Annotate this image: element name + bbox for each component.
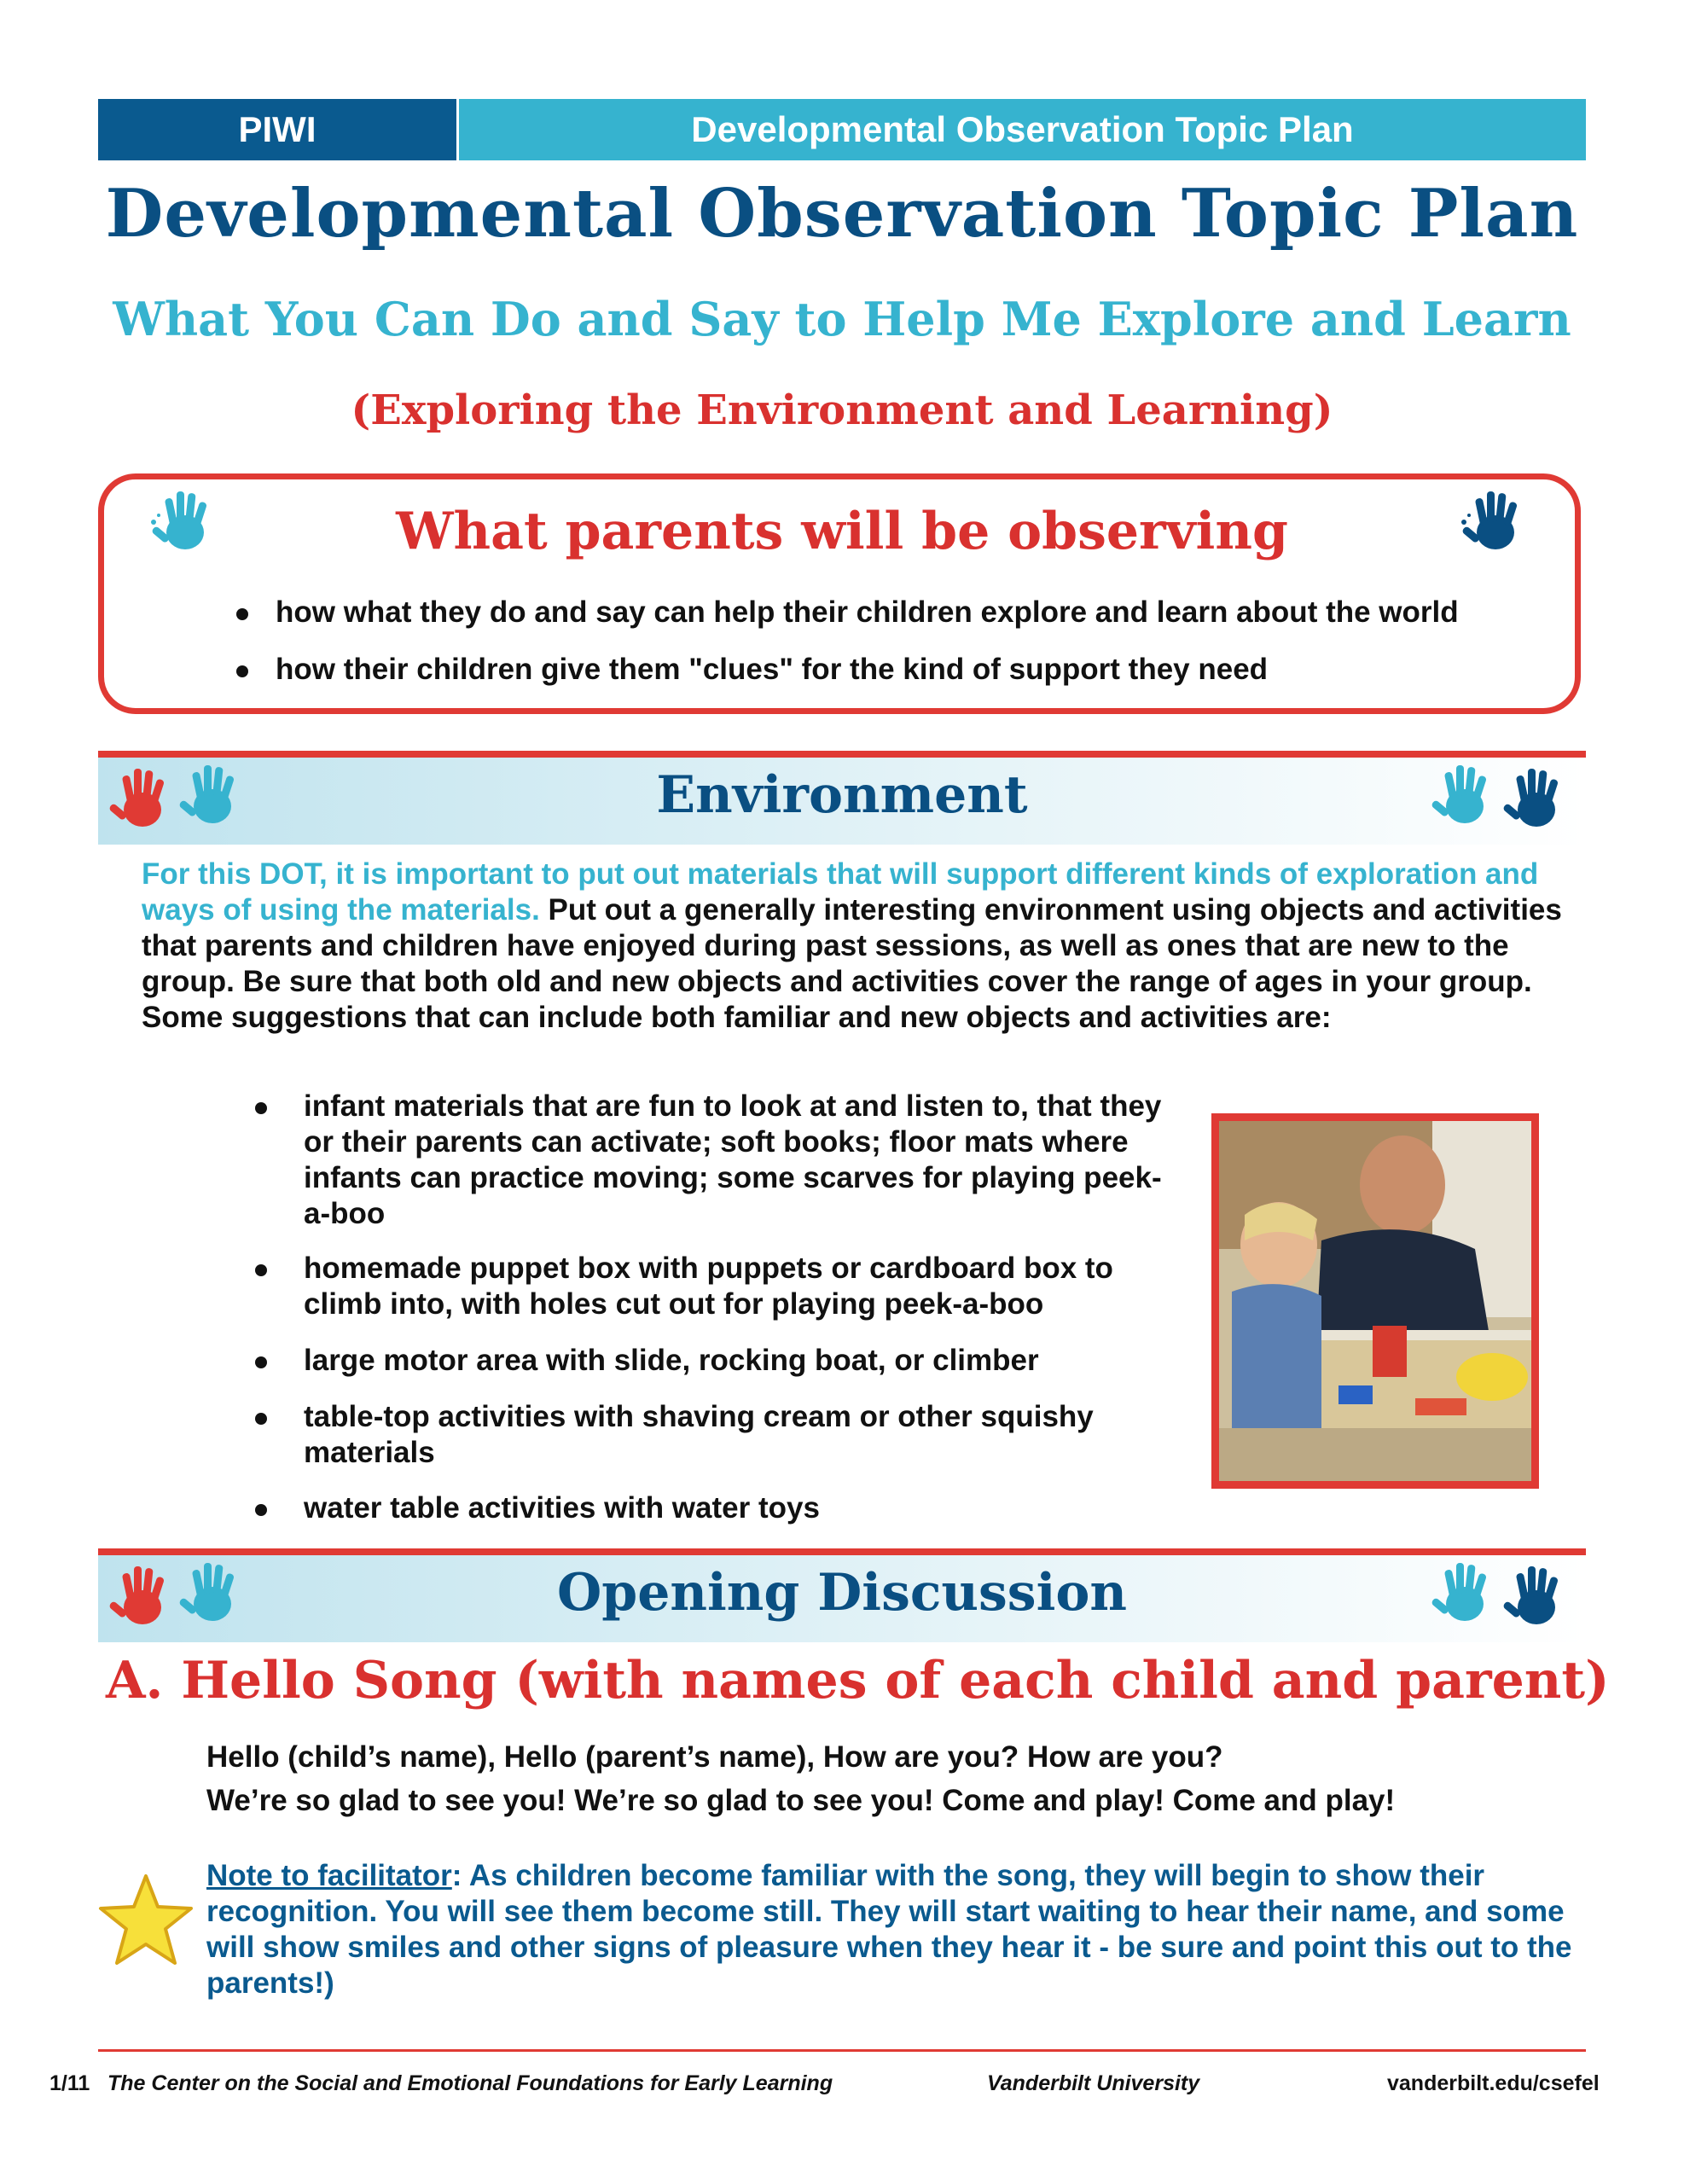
environment-item: water table activities with water toys [304, 1491, 820, 1525]
bullet [255, 1504, 267, 1516]
footer-university: Vanderbilt University [987, 2071, 1200, 2095]
page-subtitle: What You Can Do and Say to Help Me Explore and Learn [113, 292, 1571, 346]
bullet [255, 1413, 267, 1425]
facilitator-note [206, 1858, 1588, 2001]
note-text: : As children become familiar with the song, they will begin to show their recognition. You will see them become still. They will start waiting to hear their name, and some will show smiles and other signs of pleasure when they hear it - be sure and point this out to the parents!) [206, 1859, 1572, 2000]
environment-item: large motor area with slide, rocking boat, or climber [304, 1344, 1039, 1377]
observing-item: how what they do and say can help their children explore and learn about the world [276, 595, 1459, 629]
page-number: 1/11 [49, 2071, 90, 2095]
song-title: A. Hello Song (with names of each child and parent) [106, 1651, 1610, 1711]
bullet [236, 608, 248, 620]
environment-intro-rest: Put out a generally interesting environment using objects and activities that parents and children have enjoyed during past sessions, as well as ones that are new to the group. Be sure that both old and new objects and activities cover the range of ages in your group. Some suggestions that can include both familiar and new objects and activities are: [142, 893, 1562, 1034]
header-left-label: PIWI [98, 99, 456, 160]
environment-heading: Environment [656, 765, 1028, 825]
environment-item: homemade puppet box with puppets or cardboard box to climb into, with holes cut out for playing peek-a-boo [304, 1252, 1113, 1321]
environment-item: table-top activities with shaving cream or other squishy materials [304, 1400, 1094, 1469]
observing-item: how their children give them "clues" for the kind of support they need [276, 653, 1269, 686]
header-right-label: Developmental Observation Topic Plan [456, 99, 1586, 160]
page-subsubtitle: (Exploring the Environment and Learning) [351, 386, 1333, 434]
note-label: Note to facilitator [206, 1859, 452, 1892]
footer-url: vanderbilt.edu/csefel [1387, 2071, 1600, 2095]
opening-heading: Opening Discussion [556, 1563, 1128, 1623]
environment-intro [142, 857, 1583, 1036]
bullet [236, 665, 248, 677]
environment-item: infant materials that are fun to look at and listen to, that they or their parents can activate; soft books; floor mats where infants can practice moving; some scarves for playing peek-a-boo [304, 1089, 1162, 1230]
bullet [255, 1264, 267, 1276]
observing-heading: What parents will be observing [396, 502, 1288, 561]
environment-intro-highlight: For this DOT, it is important to put out materials that will support different kinds of exploration and ways of using the materials. [142, 857, 1539, 926]
photo-father-child-sand-table [1211, 1113, 1539, 1489]
bullet [255, 1102, 267, 1114]
bullet [255, 1356, 267, 1368]
page-title: Developmental Observation Topic Plan [105, 175, 1579, 253]
song-line-1: Hello (child’s name), Hello (parent’s name), How are you? How are you? [206, 1740, 1223, 1774]
footer-center-name: The Center on the Social and Emotional Foundations for Early Learning [107, 2071, 833, 2095]
song-line-2: We’re so glad to see you! We’re so glad to see you! Come and play! Come and play! [206, 1784, 1396, 1817]
star-icon [96, 1873, 196, 1968]
header-bar [98, 99, 1586, 160]
footer-divider [98, 2049, 1586, 2052]
